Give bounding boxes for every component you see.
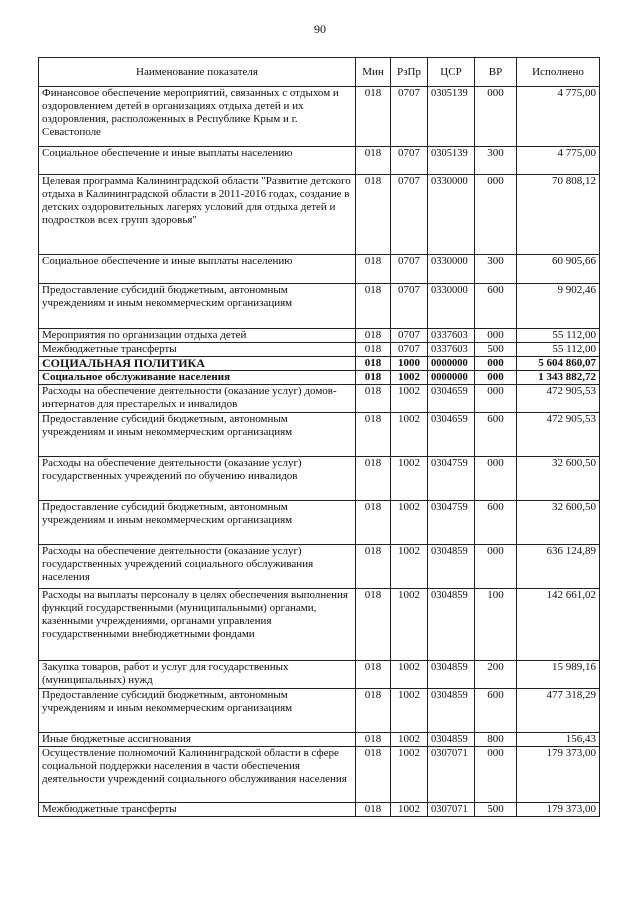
row-csr: 0304759 xyxy=(428,457,475,501)
row-name: Расходы на обеспечение деятельности (оказание услуг) государственных учреждений социального обслуживания населения xyxy=(39,545,356,589)
row-csr: 0304859 xyxy=(428,689,475,733)
row-csr: 0304759 xyxy=(428,501,475,545)
table-row xyxy=(39,147,600,175)
row-min: 018 xyxy=(356,329,391,343)
row-csr: 0000000 xyxy=(428,371,475,385)
row-vr: 100 xyxy=(475,589,517,661)
header-vr: ВР xyxy=(475,58,517,87)
row-vr: 000 xyxy=(475,385,517,413)
row-vr: 000 xyxy=(475,329,517,343)
row-csr: 0304659 xyxy=(428,413,475,457)
row-min: 018 xyxy=(356,501,391,545)
row-vr: 600 xyxy=(475,413,517,457)
row-amount: 55 112,00 xyxy=(517,343,600,357)
page-number: 90 xyxy=(314,22,326,36)
row-min: 018 xyxy=(356,733,391,747)
row-vr: 600 xyxy=(475,689,517,733)
row-vr: 000 xyxy=(475,457,517,501)
table-header-row xyxy=(39,58,600,87)
row-csr: 0304859 xyxy=(428,589,475,661)
row-vr: 000 xyxy=(475,175,517,255)
row-amount: 179 373,00 xyxy=(517,747,600,803)
row-rzpr: 1002 xyxy=(391,385,428,413)
row-vr: 000 xyxy=(475,747,517,803)
row-vr: 500 xyxy=(475,803,517,817)
row-amount: 4 775,00 xyxy=(517,147,600,175)
row-name: Иные бюджетные ассигнования xyxy=(39,733,356,747)
row-csr: 0304659 xyxy=(428,385,475,413)
row-rzpr: 0707 xyxy=(391,147,428,175)
row-csr: 0305139 xyxy=(428,87,475,147)
row-vr: 600 xyxy=(475,284,517,329)
row-name: Осуществление полномочий Калининградской области в сфере социальной поддержки населения в части обеспечения деятельности учреждений социального обслуживания населения xyxy=(39,747,356,803)
row-amount: 32 600,50 xyxy=(517,501,600,545)
row-amount: 472 905,53 xyxy=(517,413,600,457)
row-amount: 70 808,12 xyxy=(517,175,600,255)
row-name: Расходы на выплаты персоналу в целях обеспечения выполнения функций государственными (муниципальными) органами, казенными учреждениями, органами управления государственными внебюджетными фондами xyxy=(39,589,356,661)
table-row xyxy=(39,284,600,329)
row-csr: 0330000 xyxy=(428,255,475,284)
row-csr: 0307071 xyxy=(428,747,475,803)
row-amount: 60 905,66 xyxy=(517,255,600,284)
header-rzpr: РзПр xyxy=(391,58,428,87)
row-rzpr: 1002 xyxy=(391,689,428,733)
row-min: 018 xyxy=(356,255,391,284)
row-csr: 0304859 xyxy=(428,545,475,589)
row-rzpr: 0707 xyxy=(391,175,428,255)
table-row xyxy=(39,343,600,357)
row-amount: 636 124,89 xyxy=(517,545,600,589)
row-min: 018 xyxy=(356,87,391,147)
row-rzpr: 0707 xyxy=(391,87,428,147)
budget-table xyxy=(38,57,600,817)
row-rzpr: 1002 xyxy=(391,457,428,501)
row-rzpr: 1002 xyxy=(391,803,428,817)
row-vr: 000 xyxy=(475,545,517,589)
row-vr: 000 xyxy=(475,371,517,385)
header-name: Наименование показателя xyxy=(39,58,356,87)
row-vr: 000 xyxy=(475,87,517,147)
row-vr: 300 xyxy=(475,147,517,175)
row-vr: 200 xyxy=(475,661,517,689)
row-rzpr: 0707 xyxy=(391,255,428,284)
row-name: Предоставление субсидий бюджетным, автономным учреждениям и иным некоммерческим организациям xyxy=(39,689,356,733)
row-rzpr: 1002 xyxy=(391,413,428,457)
row-rzpr: 0707 xyxy=(391,284,428,329)
table-row xyxy=(39,661,600,689)
table-row xyxy=(39,457,600,501)
row-csr: 0000000 xyxy=(428,357,475,371)
row-rzpr: 0707 xyxy=(391,343,428,357)
row-min: 018 xyxy=(356,385,391,413)
row-name: Закупка товаров, работ и услуг для государственных (муниципальных) нужд xyxy=(39,661,356,689)
row-name: Социальное обеспечение и иные выплаты населению xyxy=(39,255,356,284)
row-vr: 600 xyxy=(475,501,517,545)
table-row xyxy=(39,545,600,589)
row-min: 018 xyxy=(356,371,391,385)
row-csr: 0330000 xyxy=(428,175,475,255)
table-row xyxy=(39,385,600,413)
row-name: Предоставление субсидий бюджетным, автономным учреждениям и иным некоммерческим организациям xyxy=(39,284,356,329)
row-min: 018 xyxy=(356,284,391,329)
row-amount: 142 661,02 xyxy=(517,589,600,661)
row-amount: 472 905,53 xyxy=(517,385,600,413)
row-amount: 156,43 xyxy=(517,733,600,747)
row-rzpr: 1002 xyxy=(391,747,428,803)
row-min: 018 xyxy=(356,175,391,255)
table-row xyxy=(39,255,600,284)
row-min: 018 xyxy=(356,545,391,589)
row-name: Социальное обслуживание населения xyxy=(39,371,356,385)
row-amount: 55 112,00 xyxy=(517,329,600,343)
row-amount: 15 989,16 xyxy=(517,661,600,689)
row-name: Социальное обеспечение и иные выплаты населению xyxy=(39,147,356,175)
row-name: Расходы на обеспечение деятельности (оказание услуг) государственных учреждений по обучению инвалидов xyxy=(39,457,356,501)
row-min: 018 xyxy=(356,661,391,689)
row-vr: 300 xyxy=(475,255,517,284)
table-row xyxy=(39,689,600,733)
row-rzpr: 0707 xyxy=(391,329,428,343)
row-amount: 5 604 860,07 xyxy=(517,357,600,371)
row-amount: 179 373,00 xyxy=(517,803,600,817)
table-row xyxy=(39,413,600,457)
row-vr: 500 xyxy=(475,343,517,357)
row-csr: 0337603 xyxy=(428,329,475,343)
row-csr: 0304859 xyxy=(428,661,475,689)
row-min: 018 xyxy=(356,457,391,501)
row-amount: 9 902,46 xyxy=(517,284,600,329)
row-csr: 0330000 xyxy=(428,284,475,329)
row-min: 018 xyxy=(356,803,391,817)
row-min: 018 xyxy=(356,689,391,733)
row-name: Предоставление субсидий бюджетным, автономным учреждениям и иным некоммерческим организациям xyxy=(39,501,356,545)
table-row xyxy=(39,175,600,255)
row-amount: 4 775,00 xyxy=(517,87,600,147)
row-rzpr: 1002 xyxy=(391,733,428,747)
row-rzpr: 1002 xyxy=(391,501,428,545)
row-min: 018 xyxy=(356,589,391,661)
row-name: Финансовое обеспечение мероприятий, связанных с отдыхом и оздоровлением детей в организациях отдыха детей и их оздоровления, расположенных в Республике Крым и г. Севастополе xyxy=(39,87,356,147)
header-csr: ЦСР xyxy=(428,58,475,87)
row-amount: 1 343 882,72 xyxy=(517,371,600,385)
row-name: Целевая программа Калининградской области "Развитие детского отдыха в Калининградской области в 2011-2016 годах, создание в детских оздоровительных лагерях условий для отдыха детей и подростков всех групп здоровья" xyxy=(39,175,356,255)
row-min: 018 xyxy=(356,413,391,457)
row-csr: 0305139 xyxy=(428,147,475,175)
table-row xyxy=(39,803,600,817)
section-row xyxy=(39,357,600,371)
table-row xyxy=(39,87,600,147)
row-name: Межбюджетные трансферты xyxy=(39,343,356,357)
row-min: 018 xyxy=(356,343,391,357)
row-csr: 0337603 xyxy=(428,343,475,357)
row-rzpr: 1002 xyxy=(391,589,428,661)
row-csr: 0304859 xyxy=(428,733,475,747)
header-amount: Исполнено xyxy=(517,58,600,87)
header-min: Мин xyxy=(356,58,391,87)
row-amount: 477 318,29 xyxy=(517,689,600,733)
row-min: 018 xyxy=(356,147,391,175)
row-vr: 000 xyxy=(475,357,517,371)
row-csr: 0307071 xyxy=(428,803,475,817)
row-min: 018 xyxy=(356,747,391,803)
row-vr: 800 xyxy=(475,733,517,747)
row-name: Предоставление субсидий бюджетным, автономным учреждениям и иным некоммерческим организациям xyxy=(39,413,356,457)
row-name: Расходы на обеспечение деятельности (оказание услуг) домов-интернатов для престарелых и инвалидов xyxy=(39,385,356,413)
row-rzpr: 1000 xyxy=(391,357,428,371)
table-row xyxy=(39,501,600,545)
row-name: СОЦИАЛЬНАЯ ПОЛИТИКА xyxy=(39,357,356,371)
row-name: Межбюджетные трансферты xyxy=(39,803,356,817)
table-row xyxy=(39,589,600,661)
table-row xyxy=(39,747,600,803)
row-rzpr: 1002 xyxy=(391,545,428,589)
table-row xyxy=(39,733,600,747)
table-row xyxy=(39,329,600,343)
row-amount: 32 600,50 xyxy=(517,457,600,501)
row-min: 018 xyxy=(356,357,391,371)
row-rzpr: 1002 xyxy=(391,661,428,689)
subsection-row xyxy=(39,371,600,385)
row-rzpr: 1002 xyxy=(391,371,428,385)
row-name: Мероприятия по организации отдыха детей xyxy=(39,329,356,343)
